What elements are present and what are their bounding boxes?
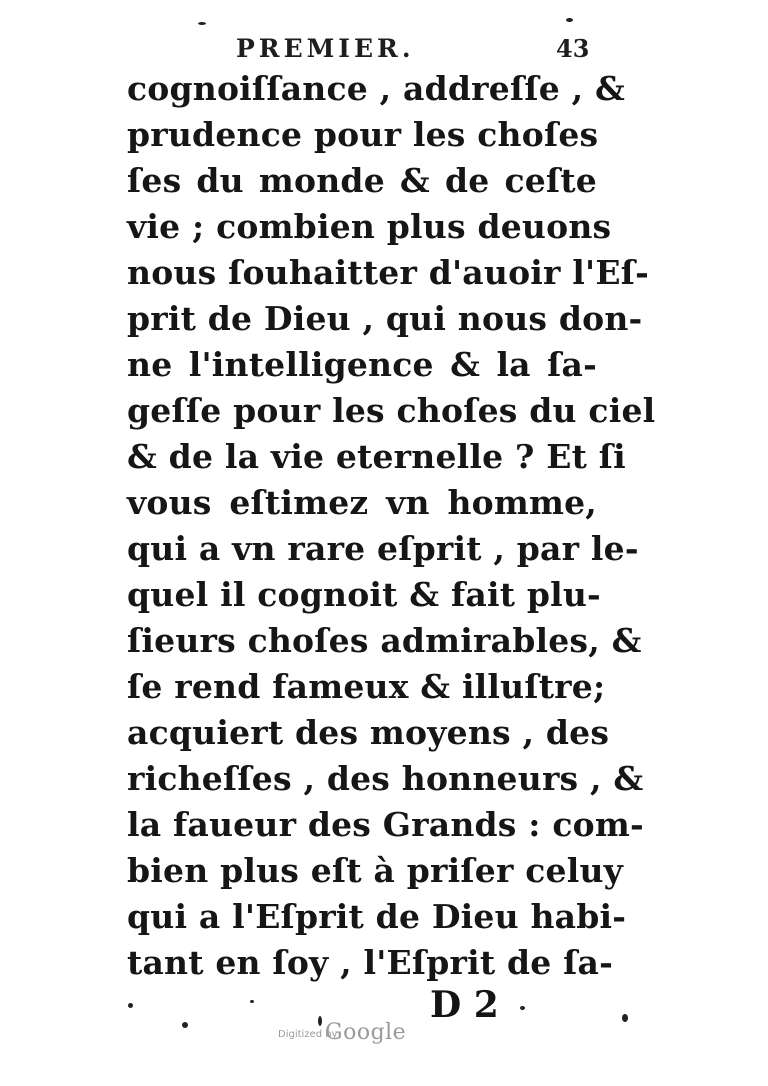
- text-line: geſſe pour les choſes du ciel: [127, 391, 656, 430]
- print-speck: [182, 1022, 188, 1028]
- text-line: la faueur des Grands : com-: [127, 805, 644, 844]
- body-text: [127, 66, 656, 986]
- print-speck: [128, 1003, 133, 1008]
- print-speck: [318, 1016, 322, 1026]
- print-speck: [198, 22, 206, 25]
- text-line: ne l'intelligence & la ſa-: [127, 345, 597, 384]
- print-speck: [622, 1014, 628, 1022]
- text-line: acquiert des moyens , des: [127, 713, 610, 752]
- text-line: quel il cognoit & fait plu-: [127, 575, 601, 614]
- text-line: vous eſtimez vn homme,: [127, 483, 597, 522]
- text-line: richeſſes , des honneurs , &: [127, 759, 644, 798]
- text-line: cognoiſſance , addreſſe , &: [127, 69, 625, 108]
- google-watermark: Google: [325, 1020, 407, 1045]
- text-line: & de la vie eternelle ? Et ſi: [127, 437, 626, 476]
- text-line: qui a l'Eſprit de Dieu habi-: [127, 897, 627, 936]
- text-line: qui a vn rare eſprit , par le-: [127, 529, 639, 568]
- text-line: ſe rend fameux & illuſtre;: [127, 667, 606, 706]
- print-speck: [566, 18, 573, 22]
- running-head: PREMIER.: [236, 34, 415, 63]
- print-speck: [250, 1000, 254, 1003]
- text-line: nous ſouhaitter d'auoir l'Eſ-: [127, 253, 649, 292]
- text-line: prit de Dieu , qui nous don-: [127, 299, 643, 338]
- digitized-by-label: Digitized by: [278, 1029, 338, 1040]
- page-number: 43: [556, 34, 590, 63]
- signature-mark: D 2: [430, 984, 499, 1026]
- text-line: bien plus eſt à priſer celuy: [127, 851, 624, 890]
- print-speck: [520, 1006, 525, 1010]
- text-line: prudence pour les choſes: [127, 115, 599, 154]
- text-line: tant en ſoy , l'Eſprit de ſa-: [127, 943, 614, 982]
- text-line: ſes du monde & de ceſte: [127, 161, 597, 200]
- text-line: vie ; combien plus deuons: [127, 207, 612, 246]
- text-line: ſieurs choſes admirables, &: [127, 621, 642, 660]
